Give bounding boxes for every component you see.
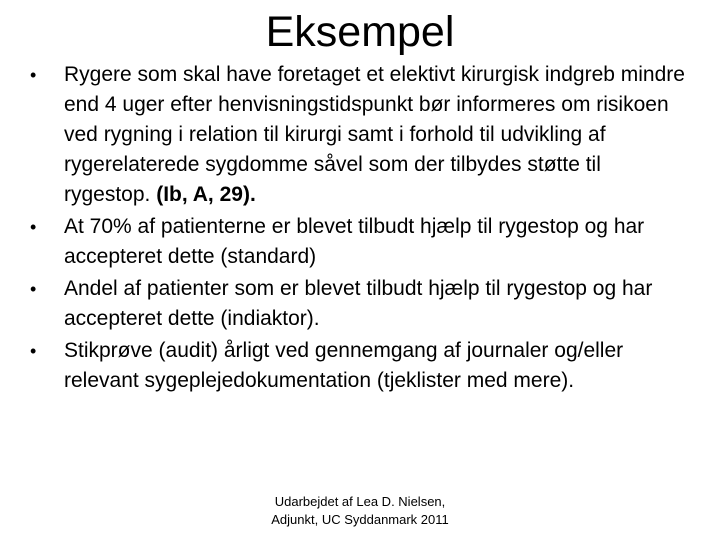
bullet-item-2 [30,212,690,272]
bullet-text: At 70% af patienterne er blevet tilbudt hjælp til rygestop og har accepteret dette (standard) [64,215,645,268]
bullet-text: Rygere som skal have foretaget et elektivt kirurgisk indgreb mindre end 4 uger efter henvisningstidspunkt bør informeres om risikoen ved rygning i relation til kirurgi samt i forhold til udvikling af rygerelaterede sygdomme såvel som der tilbydes støtte til rygestop. [64,63,685,206]
slide-title: Eksempel [265,8,455,56]
bullet-item-1 [30,60,690,210]
footer-credit [200,493,520,529]
bullet-icon: • [30,217,37,237]
bullet-item-3 [30,274,690,334]
bullet-text: Andel af patienter som er blevet tilbudt hjælp til rygestop og har accepteret dette (indiaktor). [64,277,653,330]
bullet-item-4 [30,336,690,396]
bullet-text: Stikprøve (audit) årligt ved gennemgang af journaler og/eller relevant sygeplejedokumentation (tjeklister med mere). [64,339,624,392]
bullet-citation: (Ib, A, 29). [156,183,256,206]
footer-line-1: Udarbejdet af Lea D. Nielsen, [274,494,446,509]
footer-line-2: Adjunkt, UC Syddanmark 2011 [271,512,449,527]
bullet-icon: • [30,65,37,85]
bullet-icon: • [30,341,37,361]
bullet-icon: • [30,279,37,299]
bullet-list [30,60,690,398]
